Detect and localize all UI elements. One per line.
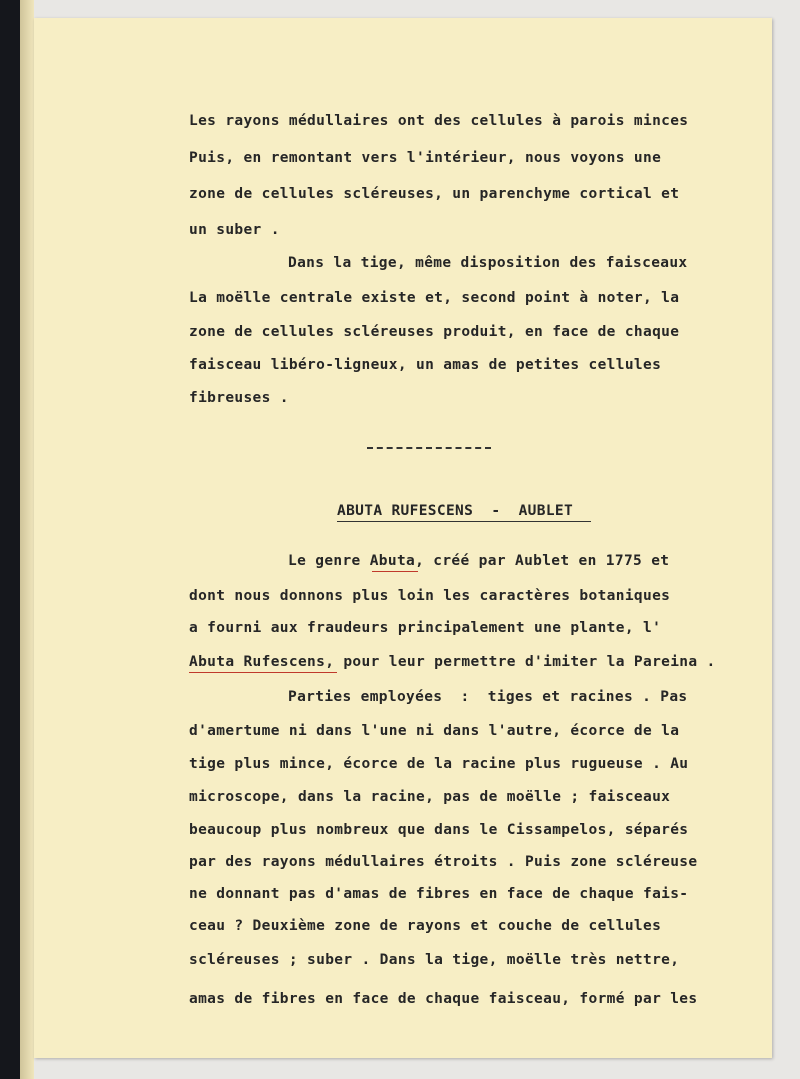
text-line: Les rayons médullaires ont des cellules à parois minces — [189, 113, 689, 129]
text-line: zone de cellules scléreuses, un parenchyme cortical et — [189, 186, 680, 202]
text-line: Le genre Abuta, créé par Aublet en 1775 et — [288, 553, 670, 569]
text-line: un suber . — [189, 222, 280, 238]
previous-page-edge — [20, 0, 34, 1079]
text-line: microscope, dans la racine, pas de moëlle ; faisceaux — [189, 789, 671, 805]
text-line: scléreuses ; suber . Dans la tige, moëlle très nettre, — [189, 952, 680, 968]
text-line: a fourni aux fraudeurs principalement une plante, l' — [189, 620, 662, 636]
text-line: amas de fibres en face de chaque faisceau, formé par les — [189, 991, 698, 1007]
text-line: beaucoup plus nombreux que dans le Cissampelos, séparés — [189, 822, 689, 838]
text-line: Parties employées : tiges et racines . Pas — [288, 689, 688, 705]
text-line: fibreuses . — [189, 390, 289, 406]
book-binding — [0, 0, 22, 1079]
text-line: par des rayons médullaires étroits . Puis zone scléreuse — [189, 854, 698, 870]
text-line: La moëlle centrale existe et, second point à noter, la — [189, 290, 680, 306]
text-line: Abuta Rufescens, pour leur permettre d'imiter la Pareina . — [189, 654, 716, 670]
section-heading: ABUTA RUFESCENS - AUBLET — [337, 503, 574, 519]
red-annotation-underline — [189, 672, 337, 673]
section-separator — [367, 447, 491, 449]
text-line: Puis, en remontant vers l'intérieur, nous voyons une — [189, 150, 662, 166]
text-line: tige plus mince, écorce de la racine plus rugueuse . Au — [189, 756, 689, 772]
text-line: d'amertume ni dans l'une ni dans l'autre, écorce de la — [189, 723, 680, 739]
text-line: faisceau libéro-ligneux, un amas de petites cellules — [189, 357, 662, 373]
text-line: ceau ? Deuxième zone de rayons et couche de cellules — [189, 918, 662, 934]
heading-underline — [337, 521, 591, 522]
text-line: zone de cellules scléreuses produit, en face de chaque — [189, 324, 680, 340]
red-annotation-underline — [372, 571, 418, 572]
document-page — [34, 18, 772, 1058]
text-line: ne donnant pas d'amas de fibres en face de chaque fais- — [189, 886, 689, 902]
text-line: Dans la tige, même disposition des faisceaux — [288, 255, 688, 271]
text-line: dont nous donnons plus loin les caractères botaniques — [189, 588, 671, 604]
